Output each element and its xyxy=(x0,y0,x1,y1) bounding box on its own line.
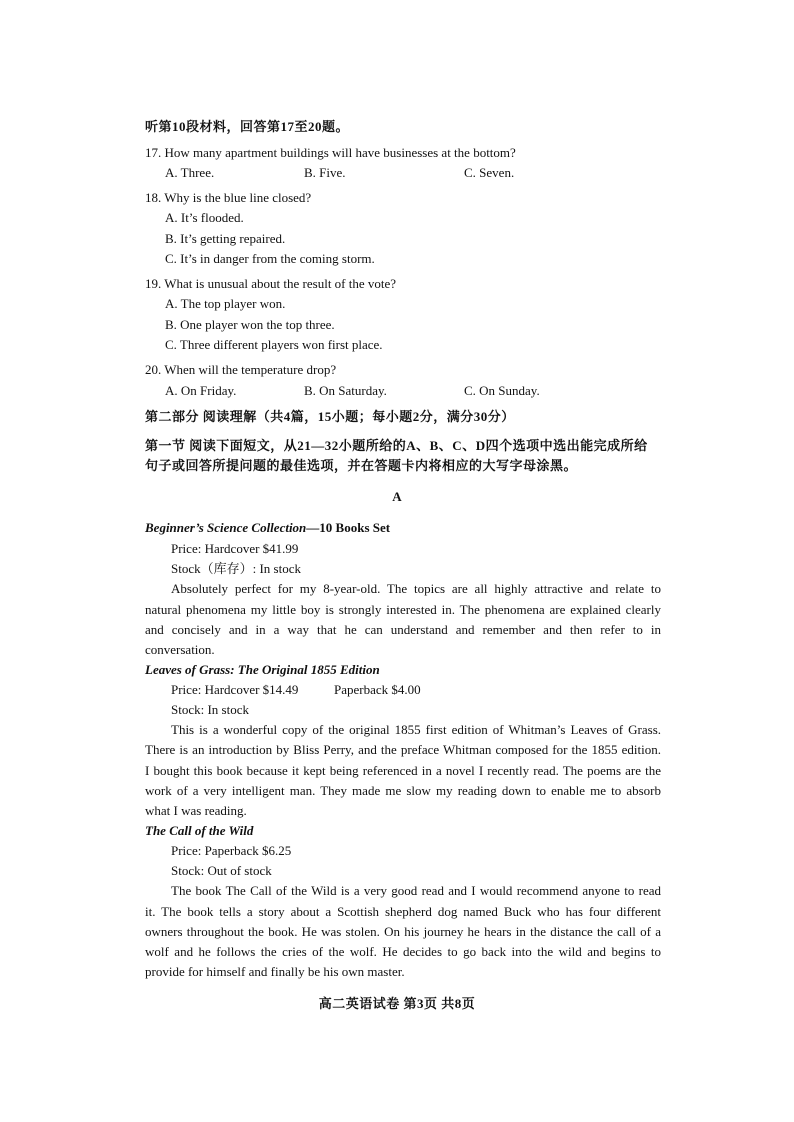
book-title-1 xyxy=(145,520,390,536)
book-3-stock: Stock: Out of stock xyxy=(171,863,272,878)
book-2-price: Price: Hardcover $14.49 xyxy=(171,682,299,697)
q20-option-b: B. On Saturday. xyxy=(304,383,387,398)
page-footer: 高二英语试卷 第3页 共8页 xyxy=(318,996,476,1011)
book-2-review-line: I bought this book because it kept being referenced in a novel I recently read. The poems are the xyxy=(145,763,661,778)
book-3-review-line: owners throughout the book. He was stolen. On his journey he hears in the distance the call of a xyxy=(145,924,661,939)
q19-option-a: A. The top player won. xyxy=(165,296,286,311)
q17-option-b: B. Five. xyxy=(304,165,346,180)
book-1-review-line: natural phenomena my little boy is strongly interested in. The phenomena are explained clearly xyxy=(145,602,661,617)
book-2-stock: Stock: In stock xyxy=(171,702,249,717)
book-2-price-paperback: Paperback $4.00 xyxy=(334,682,421,697)
book-3-review-line: The book The Call of the Wild is a very good read and I would recommend anyone to read xyxy=(171,883,661,898)
question-19: 19. What is unusual about the result of the vote? xyxy=(145,276,397,291)
question-17: 17. How many apartment buildings will have businesses at the bottom? xyxy=(145,145,516,160)
question-18: 18. Why is the blue line closed? xyxy=(145,190,312,205)
book-3-review-line: provide for himself and finally be his own master. xyxy=(145,964,405,979)
section1-instructions-line1: 第一节 阅读下面短文，从21—32小题所给的A、B、C、D四个选项中选出能完成所给 xyxy=(145,438,648,453)
book-3-title: The Call of the Wild xyxy=(145,823,254,838)
book-1-title-suffix: —10 Books Set xyxy=(306,520,391,535)
book-2-title: Leaves of Grass: The Original 1855 Edition xyxy=(145,662,380,677)
book-2-review-line: what I was reading. xyxy=(145,803,247,818)
section1-instructions-line2: 句子或回答所提问题的最佳选项，并在答题卡内将相应的大写字母涂黑。 xyxy=(145,458,578,473)
book-1-price: Price: Hardcover $41.99 xyxy=(171,541,299,556)
q17-option-c: C. Seven. xyxy=(464,165,515,180)
book-3-price: Price: Paperback $6.25 xyxy=(171,843,292,858)
book-3-review-line: wolf and he follows the cries of the wolf. He decides to go back into the wild and begins to xyxy=(145,944,661,959)
book-1-title: Beginner’s Science Collection xyxy=(145,520,307,535)
question-20: 20. When will the temperature drop? xyxy=(145,362,337,377)
q19-option-b: B. One player won the top three. xyxy=(165,317,335,332)
q20-option-c: C. On Sunday. xyxy=(464,383,540,398)
book-1-stock: Stock（库存）: In stock xyxy=(171,561,301,576)
book-1-review-line: and concisely and in a way that he can understand and remember and then refer to in xyxy=(145,622,661,637)
book-1-review-line: conversation. xyxy=(145,642,215,657)
q18-option-b: B. It’s getting repaired. xyxy=(165,231,286,246)
q18-option-a: A. It’s flooded. xyxy=(165,210,244,225)
listening-section-intro: 听第10段材料，回答第17至20题。 xyxy=(145,119,350,134)
book-2-review-line: This is a wonderful copy of the original 1855 first edition of Whitman’s Leaves of Grass. xyxy=(171,722,661,737)
q20-option-a: A. On Friday. xyxy=(165,383,237,398)
q17-option-a: A. Three. xyxy=(165,165,215,180)
part2-heading: 第二部分 阅读理解（共4篇，15小题；每小题2分，满分30分） xyxy=(145,409,515,424)
book-3-review-line: it. The book tells a story about a Scottish shepherd dog named Buck who has four different xyxy=(145,904,661,919)
passage-letter: A xyxy=(392,489,402,504)
book-2-review-line: There is an introduction by Bliss Perry, and the preface Whitman composed for the 1855 edition. xyxy=(145,742,661,757)
book-2-review-line: work of a very intelligent man. They made me slow my reading down to enable me to absorb xyxy=(145,783,661,798)
book-1-review-line: Absolutely perfect for my 8-year-old. The topics are all highly attractive and relate to xyxy=(171,581,661,596)
q18-option-c: C. It’s in danger from the coming storm. xyxy=(165,251,375,266)
q19-option-c: C. Three different players won first place. xyxy=(165,337,383,352)
